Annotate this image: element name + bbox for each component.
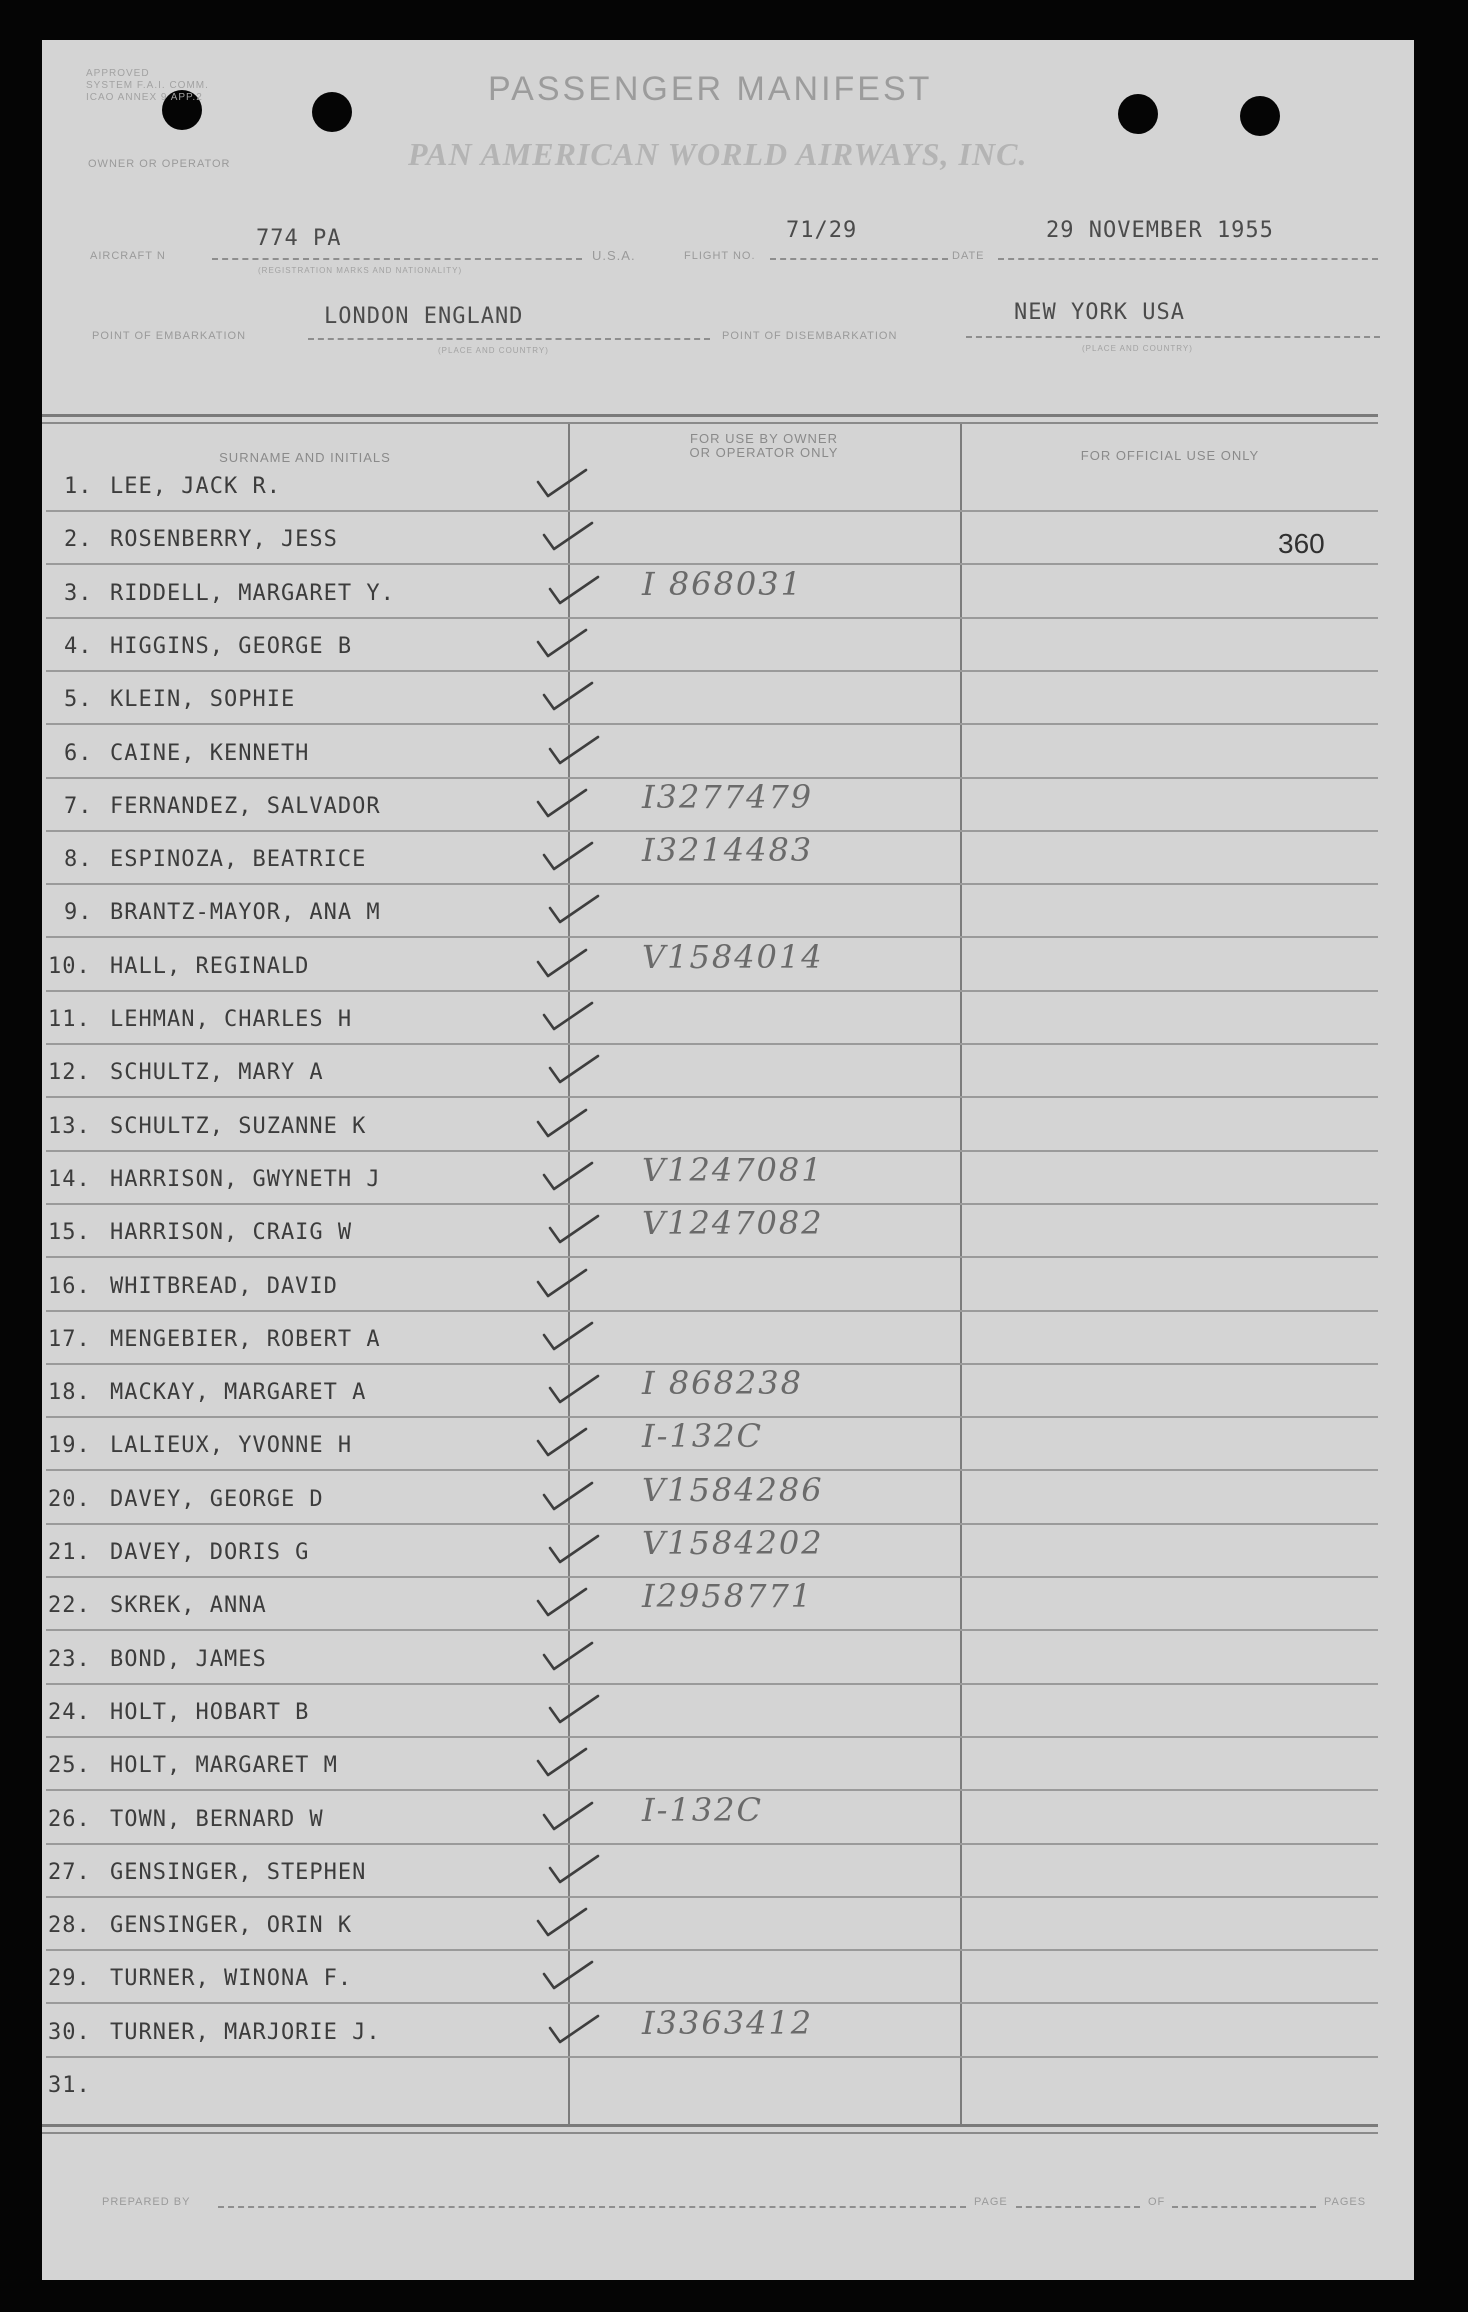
check-mark-icon — [536, 788, 588, 820]
handwritten-document-number: I-132C — [642, 1791, 764, 1829]
prepared-by-label: PREPARED BY — [102, 2196, 191, 2208]
passenger-number: 14. — [48, 1167, 91, 1192]
punch-hole-icon — [1118, 94, 1158, 134]
check-mark-icon — [548, 2014, 600, 2046]
approval-stamp — [86, 68, 209, 104]
passenger-number: 20. — [48, 1487, 91, 1512]
embark-sub: (PLACE AND COUNTRY) — [438, 346, 549, 355]
row-rule — [46, 723, 1378, 725]
row-rule — [46, 1256, 1378, 1258]
passenger-number: 5. — [64, 687, 93, 712]
flight-value: 71/29 — [786, 218, 858, 243]
of-underline — [1172, 2206, 1316, 2208]
table-top-rule — [42, 414, 1378, 417]
passenger-number: 3. — [64, 581, 93, 606]
check-mark-icon — [536, 1427, 588, 1459]
handwritten-document-number: V1584286 — [642, 1471, 824, 1509]
check-mark-icon — [536, 1907, 588, 1939]
passenger-number: 1. — [64, 474, 93, 499]
passenger-number: 16. — [48, 1274, 91, 1299]
passenger-number: 30. — [48, 2020, 91, 2045]
passenger-name: HALL, REGINALD — [110, 954, 310, 979]
row-rule — [46, 1949, 1378, 1951]
passenger-number: 12. — [48, 1060, 91, 1085]
passenger-name: SCHULTZ, SUZANNE K — [110, 1114, 367, 1139]
punch-hole-icon — [312, 92, 352, 132]
check-mark-icon — [542, 1481, 594, 1513]
handwritten-document-number: V1584202 — [642, 1524, 824, 1562]
passenger-name: CAINE, KENNETH — [110, 741, 310, 766]
passenger-number: 9. — [64, 900, 93, 925]
row-rule — [46, 1896, 1378, 1898]
passenger-name: GENSINGER, ORIN K — [110, 1913, 353, 1938]
row-rule — [46, 1736, 1378, 1738]
col-header-owner — [568, 432, 960, 460]
passenger-number: 13. — [48, 1114, 91, 1139]
row-rule — [46, 990, 1378, 992]
passenger-name: WHITBREAD, DAVID — [110, 1274, 338, 1299]
passenger-number: 24. — [48, 1700, 91, 1725]
row-rule — [46, 510, 1378, 512]
aircraft-label: AIRCRAFT N — [90, 250, 166, 262]
row-rule — [46, 1683, 1378, 1685]
passenger-name: TURNER, WINONA F. — [110, 1966, 353, 1991]
passenger-name: SKREK, ANNA — [110, 1593, 267, 1618]
row-rule — [46, 1043, 1378, 1045]
passenger-name: DAVEY, DORIS G — [110, 1540, 310, 1565]
check-mark-icon — [548, 894, 600, 926]
embark-label: POINT OF EMBARKATION — [92, 330, 247, 342]
passenger-name: SCHULTZ, MARY A — [110, 1060, 324, 1085]
airline-name: PAN AMERICAN WORLD AIRWAYS, INC. — [408, 136, 1028, 172]
handwritten-document-number: I-132C — [642, 1417, 764, 1455]
check-mark-icon — [548, 1534, 600, 1566]
passenger-number: 4. — [64, 634, 93, 659]
handwritten-document-number: I 868031 — [642, 565, 803, 603]
passenger-number: 31. — [48, 2073, 91, 2098]
passenger-number: 28. — [48, 1913, 91, 1938]
check-mark-icon — [548, 1214, 600, 1246]
check-mark-icon — [542, 1001, 594, 1033]
check-mark-icon — [536, 1268, 588, 1300]
check-mark-icon — [542, 1321, 594, 1353]
table-bottom-rule — [42, 2132, 1378, 2134]
passenger-name: HOLT, HOBART B — [110, 1700, 310, 1725]
passenger-name: LEE, JACK R. — [110, 474, 281, 499]
check-mark-icon — [536, 1108, 588, 1140]
passenger-name: ROSENBERRY, JESS — [110, 527, 338, 552]
owner-label: OWNER OR OPERATOR — [88, 158, 231, 170]
prepared-by-underline — [218, 2206, 966, 2208]
passenger-name: BOND, JAMES — [110, 1647, 267, 1672]
flight-underline — [770, 258, 948, 260]
disembark-value: NEW YORK USA — [1014, 300, 1185, 325]
check-mark-icon — [536, 948, 588, 980]
passenger-name: HOLT, MARGARET M — [110, 1753, 338, 1778]
passenger-name: BRANTZ-MAYOR, ANA M — [110, 900, 381, 925]
of-label: OF — [1148, 2196, 1166, 2208]
col-header-surname: SURNAME AND INITIALS — [219, 450, 391, 465]
passenger-number: 15. — [48, 1220, 91, 1245]
country-label: U.S.A. — [592, 248, 636, 263]
check-mark-icon — [548, 1694, 600, 1726]
disembark-sub: (PLACE AND COUNTRY) — [1082, 344, 1193, 353]
passenger-name: ESPINOZA, BEATRICE — [110, 847, 367, 872]
passenger-name: LALIEUX, YVONNE H — [110, 1433, 353, 1458]
check-mark-icon — [548, 1374, 600, 1406]
handwritten-document-number: I3214483 — [642, 831, 814, 869]
passenger-number: 10. — [48, 954, 91, 979]
passenger-number: 18. — [48, 1380, 91, 1405]
passenger-name: MACKAY, MARGARET A — [110, 1380, 367, 1405]
check-mark-icon — [536, 1747, 588, 1779]
row-rule — [46, 1843, 1378, 1845]
passenger-number: 19. — [48, 1433, 91, 1458]
row-rule — [46, 1629, 1378, 1631]
disembark-label: POINT OF DISEMBARKATION — [722, 330, 898, 342]
passenger-number: 26. — [48, 1807, 91, 1832]
passenger-number: 23. — [48, 1647, 91, 1672]
passenger-name: MENGEBIER, ROBERT A — [110, 1327, 381, 1352]
row-rule — [46, 670, 1378, 672]
check-mark-icon — [542, 521, 594, 553]
passenger-name: HIGGINS, GEORGE B — [110, 634, 353, 659]
passenger-name: LEHMAN, CHARLES H — [110, 1007, 353, 1032]
check-mark-icon — [536, 628, 588, 660]
row-rule — [46, 883, 1378, 885]
passenger-number: 27. — [48, 1860, 91, 1885]
check-mark-icon — [548, 575, 600, 607]
check-mark-icon — [548, 735, 600, 767]
embark-value: LONDON ENGLAND — [324, 304, 524, 329]
embark-underline — [308, 338, 710, 340]
col-header-owner-line: FOR USE BY OWNER — [690, 431, 838, 446]
check-mark-icon — [536, 468, 588, 500]
passenger-name: GENSINGER, STEPHEN — [110, 1860, 367, 1885]
page-label: PAGE — [974, 2196, 1008, 2208]
passenger-number: 29. — [48, 1966, 91, 1991]
passenger-number: 22. — [48, 1593, 91, 1618]
passenger-name: FERNANDEZ, SALVADOR — [110, 794, 381, 819]
flight-label: FLIGHT NO. — [684, 250, 756, 262]
official-note: 360 — [1278, 528, 1325, 559]
date-underline — [998, 258, 1378, 260]
aircraft-sub: (REGISTRATION MARKS AND NATIONALITY) — [258, 266, 463, 275]
passenger-number: 6. — [64, 741, 93, 766]
handwritten-document-number: V1584014 — [642, 938, 824, 976]
handwritten-document-number: I3363412 — [642, 2004, 814, 2042]
table-top-rule — [42, 422, 1378, 424]
row-rule — [46, 2056, 1378, 2058]
col-header-owner-line: OR OPERATOR ONLY — [689, 445, 839, 460]
disembark-underline — [966, 336, 1380, 338]
date-label: DATE — [952, 250, 985, 262]
approval-line: APPROVED — [86, 68, 150, 79]
approval-line: ICAO ANNEX 9 APP.2 — [86, 92, 203, 103]
handwritten-document-number: V1247082 — [642, 1204, 824, 1242]
passenger-name: KLEIN, SOPHIE — [110, 687, 296, 712]
check-mark-icon — [536, 1587, 588, 1619]
passenger-name: DAVEY, GEORGE D — [110, 1487, 324, 1512]
passenger-number: 21. — [48, 1540, 91, 1565]
check-mark-icon — [548, 1854, 600, 1886]
passenger-name: HARRISON, CRAIG W — [110, 1220, 353, 1245]
passenger-name: RIDDELL, MARGARET Y. — [110, 581, 395, 606]
row-rule — [46, 617, 1378, 619]
handwritten-document-number: I 868238 — [642, 1364, 803, 1402]
check-mark-icon — [548, 1054, 600, 1086]
row-rule — [46, 1310, 1378, 1312]
passenger-number: 17. — [48, 1327, 91, 1352]
check-mark-icon — [542, 1641, 594, 1673]
passenger-number: 8. — [64, 847, 93, 872]
row-rule — [46, 1096, 1378, 1098]
check-mark-icon — [542, 841, 594, 873]
check-mark-icon — [542, 681, 594, 713]
aircraft-value: 774 PA — [256, 226, 342, 251]
passenger-name: HARRISON, GWYNETH J — [110, 1167, 381, 1192]
date-value: 29 NOVEMBER 1955 — [1046, 218, 1274, 243]
passenger-number: 11. — [48, 1007, 91, 1032]
handwritten-document-number: I2958771 — [642, 1577, 814, 1615]
table-bottom-rule — [42, 2124, 1378, 2127]
passenger-number: 2. — [64, 527, 93, 552]
check-mark-icon — [542, 1161, 594, 1193]
column-divider — [960, 424, 962, 2126]
check-mark-icon — [542, 1960, 594, 1992]
passenger-number: 7. — [64, 794, 93, 819]
col-header-official: FOR OFFICIAL USE ONLY — [1080, 448, 1260, 463]
handwritten-document-number: I3277479 — [642, 778, 814, 816]
check-mark-icon — [542, 1801, 594, 1833]
page-title: PASSENGER MANIFEST — [488, 70, 933, 108]
approval-line: SYSTEM F.A.I. COMM. — [86, 80, 209, 91]
pages-label: PAGES — [1324, 2196, 1367, 2208]
punch-hole-icon — [1240, 96, 1280, 136]
passenger-name: TOWN, BERNARD W — [110, 1807, 324, 1832]
aircraft-underline — [212, 258, 582, 260]
page-underline — [1016, 2206, 1140, 2208]
passenger-number: 25. — [48, 1753, 91, 1778]
passenger-name: TURNER, MARJORIE J. — [110, 2020, 381, 2045]
manifest-sheet — [42, 40, 1414, 2280]
handwritten-document-number: V1247081 — [642, 1151, 824, 1189]
